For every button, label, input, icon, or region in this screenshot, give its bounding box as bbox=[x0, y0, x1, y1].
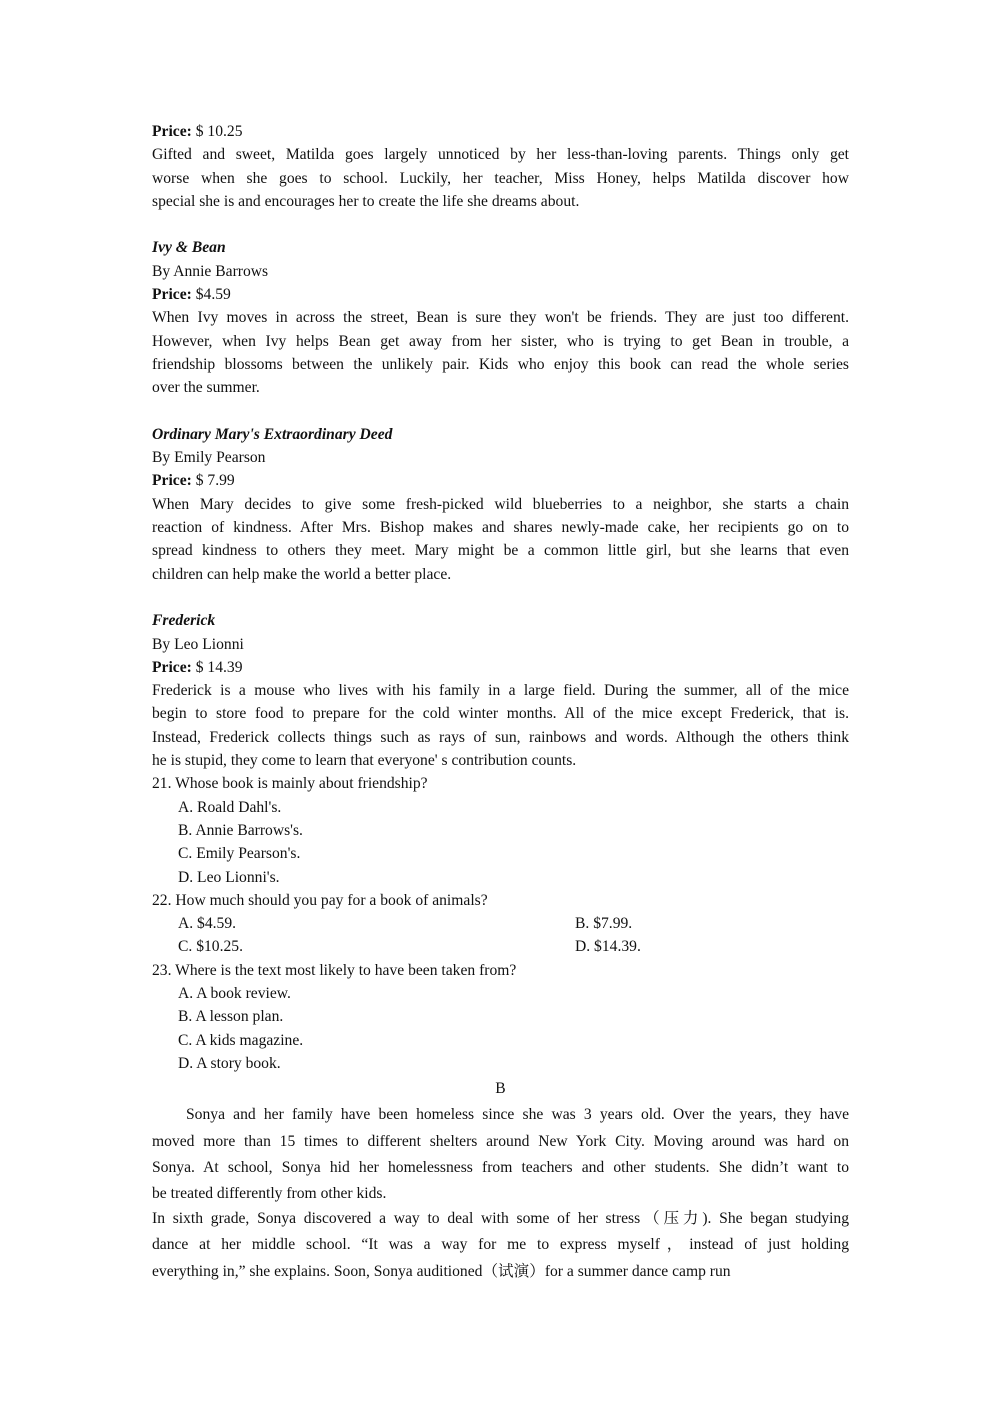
book-author: By Leo Lionni bbox=[152, 635, 244, 653]
book-description-line: friendship blossoms between the unlikely pair. Kids who enjoy this book can read the whole series bbox=[152, 355, 849, 373]
answer-option: A. A book review. bbox=[178, 984, 291, 1002]
book-description-line: worse when she goes to school. Luckily, her teacher, Miss Honey, helps Matilda discover how bbox=[152, 169, 849, 187]
book-entry-ivy-bean bbox=[152, 236, 849, 399]
answer-option: A. Roald Dahl's. bbox=[178, 798, 282, 816]
passage-line: In sixth grade, Sonya discovered a way to deal with some of her stress（压力). She began studying bbox=[152, 1209, 849, 1227]
book-price: Price: $ 10.25 bbox=[152, 123, 243, 140]
answer-option: D. $14.39. bbox=[575, 938, 641, 956]
answer-option: B. Annie Barrows's. bbox=[178, 821, 303, 839]
passage-b bbox=[152, 1102, 849, 1285]
answer-option: A. $4.59. bbox=[178, 915, 237, 933]
answer-option: B. $7.99. bbox=[575, 915, 633, 933]
book-entry-matilda bbox=[152, 120, 849, 213]
passage-line: be treated differently from other kids. bbox=[152, 1184, 387, 1202]
book-description-line: reaction of kindness. After Mrs. Bishop makes and shares newly-made cake, her recipients go on to bbox=[152, 519, 849, 537]
answer-option: C. Emily Pearson's. bbox=[178, 845, 301, 863]
book-title: Frederick bbox=[152, 612, 216, 630]
passage-line: everything in,” she explains. Soon, Sonya auditioned（试演）for a summer dance camp run bbox=[152, 1262, 731, 1280]
answer-option: D. A story book. bbox=[178, 1054, 281, 1072]
book-description-line: However, when Ivy helps Bean get away from her sister, who is trying to get Bean in trouble, a bbox=[152, 332, 849, 350]
passage-line: Sonya and her family have been homeless since she was 3 years old. Over the years, they have bbox=[186, 1106, 849, 1124]
book-description-line: Gifted and sweet, Matilda goes largely unnoticed by her less-than-loving parents. Things only get bbox=[152, 146, 849, 164]
book-title: Ordinary Mary's Extraordinary Deed bbox=[152, 425, 393, 443]
book-description-line: begin to store food to prepare for the cold winter months. All of the mice except Frederick, that is. bbox=[152, 705, 849, 723]
question-stem: 23. Where is the text most likely to have been taken from? bbox=[152, 961, 517, 979]
question-23 bbox=[152, 959, 849, 1075]
question-21 bbox=[152, 772, 849, 888]
question-stem: 21. Whose book is mainly about friendship? bbox=[152, 775, 428, 793]
answer-option: C. $10.25. bbox=[178, 938, 243, 956]
book-entry-ordinary-mary bbox=[152, 423, 849, 586]
answer-option-row bbox=[152, 935, 849, 958]
document-page bbox=[152, 120, 849, 1285]
passage-line: moved more than 15 times to different shelters around New York City. Moving around was hard on bbox=[152, 1132, 849, 1150]
answer-option: B. A lesson plan. bbox=[178, 1008, 284, 1026]
passage-line: dance at her middle school. “It was a way for me to express myself，instead of just holding bbox=[152, 1236, 849, 1254]
book-description-line: When Mary decides to give some fresh-picked wild blueberries to a neighbor, she starts a chain bbox=[152, 495, 849, 513]
book-description-line: he is stupid, they come to learn that everyone' s contribution counts. bbox=[152, 752, 577, 770]
book-description-line: spread kindness to others they meet. Mary might be a common little girl, but she learns that even bbox=[152, 542, 849, 560]
book-description-line: special she is and encourages her to create the life she dreams about. bbox=[152, 192, 580, 210]
answer-option: D. Leo Lionni's. bbox=[178, 868, 280, 886]
section-heading: B bbox=[495, 1080, 506, 1098]
book-description-line: When Ivy moves in across the street, Bean is sure they won't be friends. They are just too different. bbox=[152, 309, 849, 327]
book-entry-frederick bbox=[152, 609, 849, 772]
book-description-line: Frederick is a mouse who lives with his family in a large field. During the summer, all of the mice bbox=[152, 682, 849, 700]
book-author: By Emily Pearson bbox=[152, 449, 266, 467]
book-title: Ivy & Bean bbox=[152, 239, 226, 257]
book-price: Price: $ 7.99 bbox=[152, 472, 235, 490]
question-22 bbox=[152, 889, 849, 959]
book-description-line: children can help make the world a better place. bbox=[152, 565, 452, 583]
book-price: Price: $ 14.39 bbox=[152, 658, 243, 676]
question-stem: 22. How much should you pay for a book of animals? bbox=[152, 891, 488, 909]
book-author: By Annie Barrows bbox=[152, 262, 269, 280]
book-price: Price: $4.59 bbox=[152, 286, 231, 304]
book-description-line: over the summer. bbox=[152, 379, 260, 397]
passage-line: Sonya. At school, Sonya hid her homelessness from teachers and other students. She didn’t want to bbox=[152, 1159, 849, 1177]
answer-option: C. A kids magazine. bbox=[178, 1031, 304, 1049]
answer-option-row bbox=[152, 912, 849, 935]
book-description-line: Instead, Frederick collects things such as rays of sun, rainbows and words. Although the others think bbox=[152, 728, 849, 746]
